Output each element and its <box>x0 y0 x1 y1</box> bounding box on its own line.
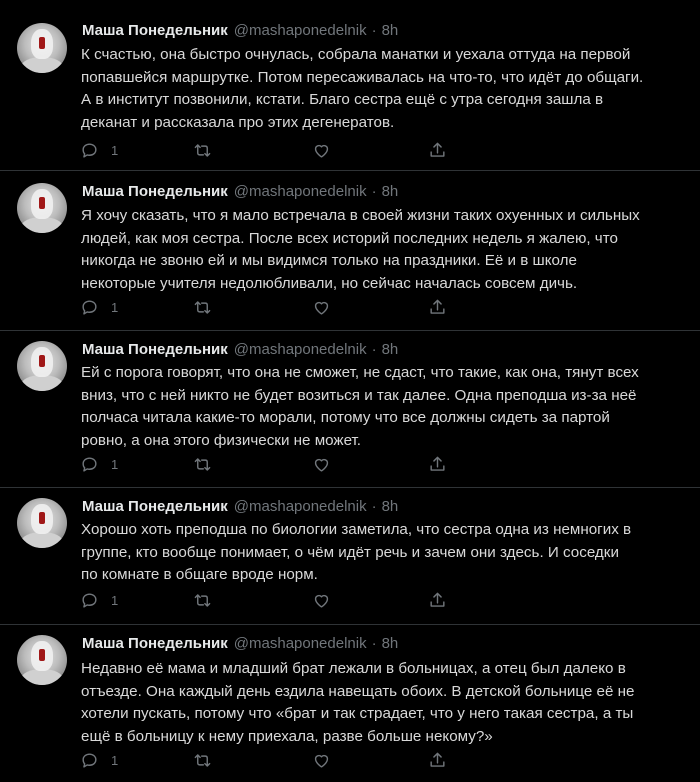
tweet-text-line: по комнате в общаге вроде норм. <box>81 566 318 583</box>
tweet-header <box>82 633 398 655</box>
retweet-icon <box>193 591 212 610</box>
reply-button[interactable] <box>80 295 118 319</box>
separator-dot: · <box>371 183 377 200</box>
separator-dot: · <box>371 22 377 39</box>
reply-count: 1 <box>111 456 119 472</box>
tweet-text-line: отъезде. Она каждый день ездила навещать обоих. В детской больнице её не <box>81 682 635 700</box>
tweet[interactable] <box>0 625 700 782</box>
author-name[interactable]: Маша Понедельник <box>82 498 228 515</box>
author-handle[interactable]: @mashaponedelnik <box>233 22 367 39</box>
retweet-icon <box>193 455 212 474</box>
tweet-text <box>81 44 686 134</box>
retweet-icon <box>193 141 212 160</box>
share-icon <box>428 298 447 317</box>
tweet-text-line: Ей с порога говорят, что она не сможет, не сдаст, что такие, как она, тянут всех <box>81 364 639 381</box>
tweet-text-line: К счастью, она быстро очнулась, собрала манатки и уехала оттуда на первой <box>81 46 631 63</box>
reply-icon <box>80 455 99 474</box>
tweet-header <box>82 496 398 518</box>
reply-count: 1 <box>111 142 119 158</box>
tweet[interactable] <box>0 488 700 625</box>
tweet-text <box>81 658 686 748</box>
tweet-actions <box>80 588 460 612</box>
tweet-text-line: ещё в больницу к нему приехала, разве больше некому?» <box>81 727 493 745</box>
reply-count: 1 <box>111 592 119 608</box>
share-button[interactable] <box>428 295 447 319</box>
separator-dot: · <box>371 498 377 515</box>
tweet-text-line: ровно, а она этого физически не может. <box>81 431 362 449</box>
author-handle[interactable]: @mashaponedelnik <box>233 183 367 200</box>
tweet-text-line: хотели пускать, потому что «брат и так страдает, что у него такая сестра, а ты <box>81 705 634 722</box>
like-icon <box>312 751 331 770</box>
separator-dot: · <box>371 341 377 358</box>
avatar[interactable] <box>17 635 67 685</box>
tweet-text-line: деканат и рассказала про этих дегенератов. <box>81 113 395 131</box>
tweet-time[interactable]: 8h <box>381 498 399 515</box>
reply-button[interactable] <box>80 588 118 612</box>
author-name[interactable]: Маша Понедельник <box>82 22 228 39</box>
like-button[interactable] <box>312 588 331 612</box>
tweet-text-line: полчаса читала какие-то морали, потому что все должны сидеть за партой <box>81 409 610 426</box>
tweet-text-line: некоторые учителя недолюбливали, но сейчас началась совсем дичь. <box>81 274 578 292</box>
like-button[interactable] <box>312 138 331 162</box>
tweet-header <box>82 20 398 42</box>
avatar[interactable] <box>17 498 67 548</box>
author-name[interactable]: Маша Понедельник <box>82 341 228 358</box>
retweet-icon <box>193 298 212 317</box>
like-icon <box>312 591 331 610</box>
share-button[interactable] <box>428 588 447 612</box>
like-icon <box>312 298 331 317</box>
tweet-text <box>81 205 686 295</box>
avatar[interactable] <box>17 23 67 73</box>
tweet-header <box>82 181 398 203</box>
retweet-button[interactable] <box>193 588 212 612</box>
tweet-time[interactable]: 8h <box>381 341 399 358</box>
like-button[interactable] <box>312 452 331 476</box>
tweet-text-line: попавшейся маршрутке. Потом пересаживалась на что-то, что идёт до общаги. <box>81 68 644 86</box>
reply-button[interactable] <box>80 748 118 772</box>
tweet-actions <box>80 748 460 772</box>
reply-icon <box>80 591 99 610</box>
tweet-actions <box>80 138 460 162</box>
like-button[interactable] <box>312 295 331 319</box>
tweet-header <box>82 339 398 361</box>
author-handle[interactable]: @mashaponedelnik <box>233 635 367 652</box>
separator-dot: · <box>371 635 377 652</box>
share-icon <box>428 141 447 160</box>
tweet-text-line: Я хочу сказать, что я мало встречала в своей жизни таких охуенных и сильных <box>81 207 640 224</box>
avatar[interactable] <box>17 341 67 391</box>
reply-button[interactable] <box>80 452 118 476</box>
retweet-button[interactable] <box>193 748 212 772</box>
reply-icon <box>80 751 99 770</box>
share-button[interactable] <box>428 138 447 162</box>
tweet[interactable] <box>0 331 700 488</box>
author-name[interactable]: Маша Понедельник <box>82 635 228 652</box>
reply-count: 1 <box>111 299 119 315</box>
tweet-time[interactable]: 8h <box>381 22 399 39</box>
tweet-text-line: группе, кто вообще понимает, о чём идёт речь и зачем они здесь. И соседки <box>81 543 619 561</box>
tweet-time[interactable]: 8h <box>381 183 399 200</box>
author-name[interactable]: Маша Понедельник <box>82 183 228 200</box>
reply-icon <box>80 298 99 317</box>
like-icon <box>312 455 331 474</box>
tweet-text-line: А в институт позвонили, кстати. Благо сестра ещё с утра сегодня зашла в <box>81 91 604 108</box>
author-handle[interactable]: @mashaponedelnik <box>233 341 367 358</box>
share-icon <box>428 591 447 610</box>
reply-button[interactable] <box>80 138 118 162</box>
tweet[interactable] <box>0 0 700 171</box>
retweet-button[interactable] <box>193 138 212 162</box>
retweet-button[interactable] <box>193 295 212 319</box>
share-icon <box>428 455 447 474</box>
tweet-text <box>81 362 686 452</box>
tweet-text-line: людей, как моя сестра. После всех историй последних недель я жалею, что <box>81 229 618 247</box>
tweet-text-line: Недавно её мама и младший брат лежали в больницах, а отец был далеко в <box>81 660 626 677</box>
share-icon <box>428 751 447 770</box>
avatar[interactable] <box>17 183 67 233</box>
tweet-actions <box>80 452 460 476</box>
like-icon <box>312 141 331 160</box>
like-button[interactable] <box>312 748 331 772</box>
tweet-text-line: никогда не звоню ей и мы видимся только на праздники. Её и в школе <box>81 252 577 269</box>
retweet-button[interactable] <box>193 452 212 476</box>
tweet-text <box>81 519 686 587</box>
retweet-icon <box>193 751 212 770</box>
tweet-text-line: Хорошо хоть преподша по биологии заметила, что сестра одна из немногих в <box>81 521 632 538</box>
tweet-text-line: вниз, что с ней никто не будет возиться и так далее. Одна преподша из-за неё <box>81 386 637 404</box>
tweet-time[interactable]: 8h <box>381 635 399 652</box>
reply-icon <box>80 141 99 160</box>
reply-count: 1 <box>111 752 119 768</box>
author-handle[interactable]: @mashaponedelnik <box>233 498 367 515</box>
tweet[interactable] <box>0 171 700 331</box>
tweet-actions <box>80 295 460 319</box>
share-button[interactable] <box>428 748 447 772</box>
share-button[interactable] <box>428 452 447 476</box>
